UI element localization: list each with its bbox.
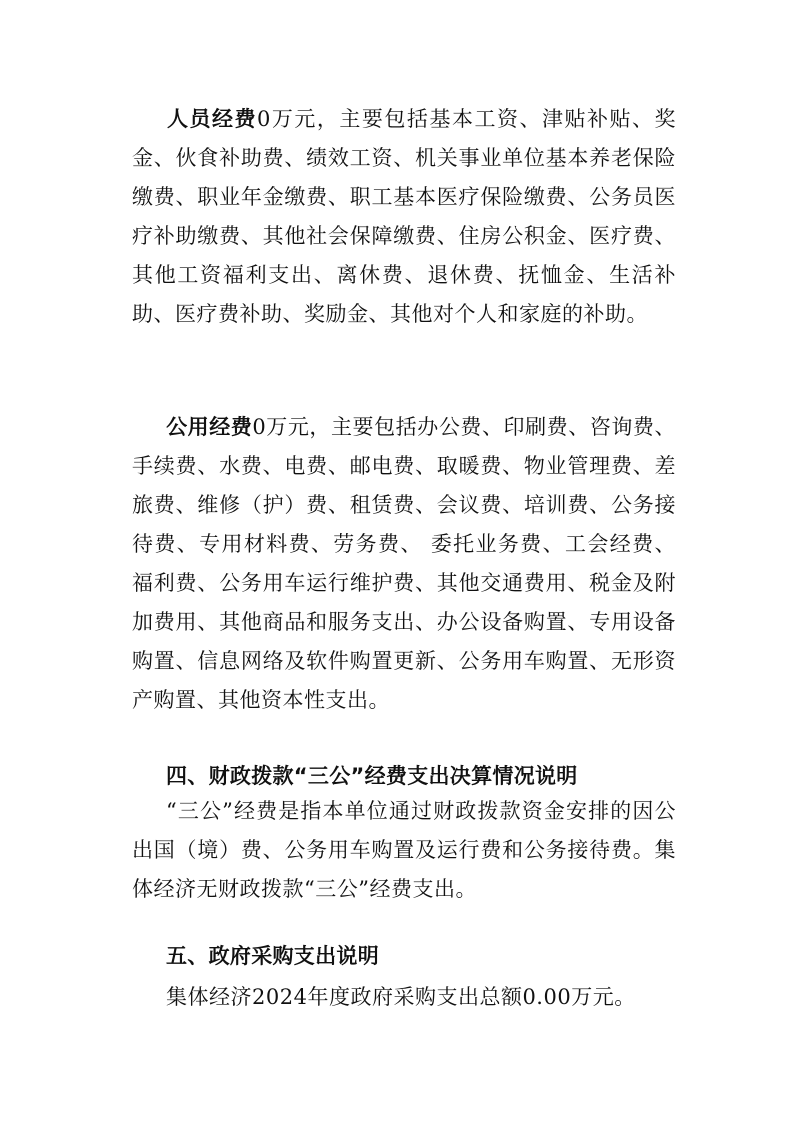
- procurement-paragraph: [132, 978, 676, 1017]
- personnel-expense-paragraph: [132, 100, 676, 334]
- procurement-text: 集体经济2024年度政府采购支出总额0.00万元。: [166, 985, 636, 1009]
- three-public-paragraph: [132, 792, 676, 909]
- personnel-expense-lead: 人员经费: [166, 107, 258, 131]
- personnel-expense-text: 0万元，主要包括基本工资、津贴补贴、奖金、伙食补助费、绩效工资、机关事业单位基本养老保险缴费、职业年金缴费、职工基本医疗保险缴费、公务员医疗补助缴费、其他社会保障缴费、住房公积金、医疗费、其他工资福利支出、离休费、退休费、抚恤金、生活补助、医疗费补助、奖励金、其他对个人和家庭的补助。: [132, 107, 677, 326]
- public-expense-paragraph: [132, 408, 676, 720]
- public-expense-lead: 公用经费: [166, 415, 253, 439]
- three-public-text: “三公”经费是指本单位通过财政拨款资金安排的因公出国（境）费、公务用车购置及运行费和公务接待费。集体经济无财政拨款“三公”经费支出。: [132, 799, 676, 901]
- three-public-heading: 四、财政拨款“三公”经费支出决算情况说明: [166, 764, 578, 788]
- procurement-heading: 五、政府采购支出说明: [166, 944, 379, 968]
- public-expense-text: 0万元，主要包括办公费、印刷费、咨询费、手续费、水费、电费、邮电费、取暖费、物业管理费、差旅费、维修（护）费、租赁费、会议费、培训费、公务接待费、专用材料费、劳务费、 委托业务费、工会经费、福利费、公务用车运行维护费、其他交通费用、税金及附加费用、其他商品和服务支出、办公设备购置、专用设备购置、信息网络及软件购置更新、公务用车购置、无形资产购置、其他资本性支出。: [132, 415, 677, 712]
